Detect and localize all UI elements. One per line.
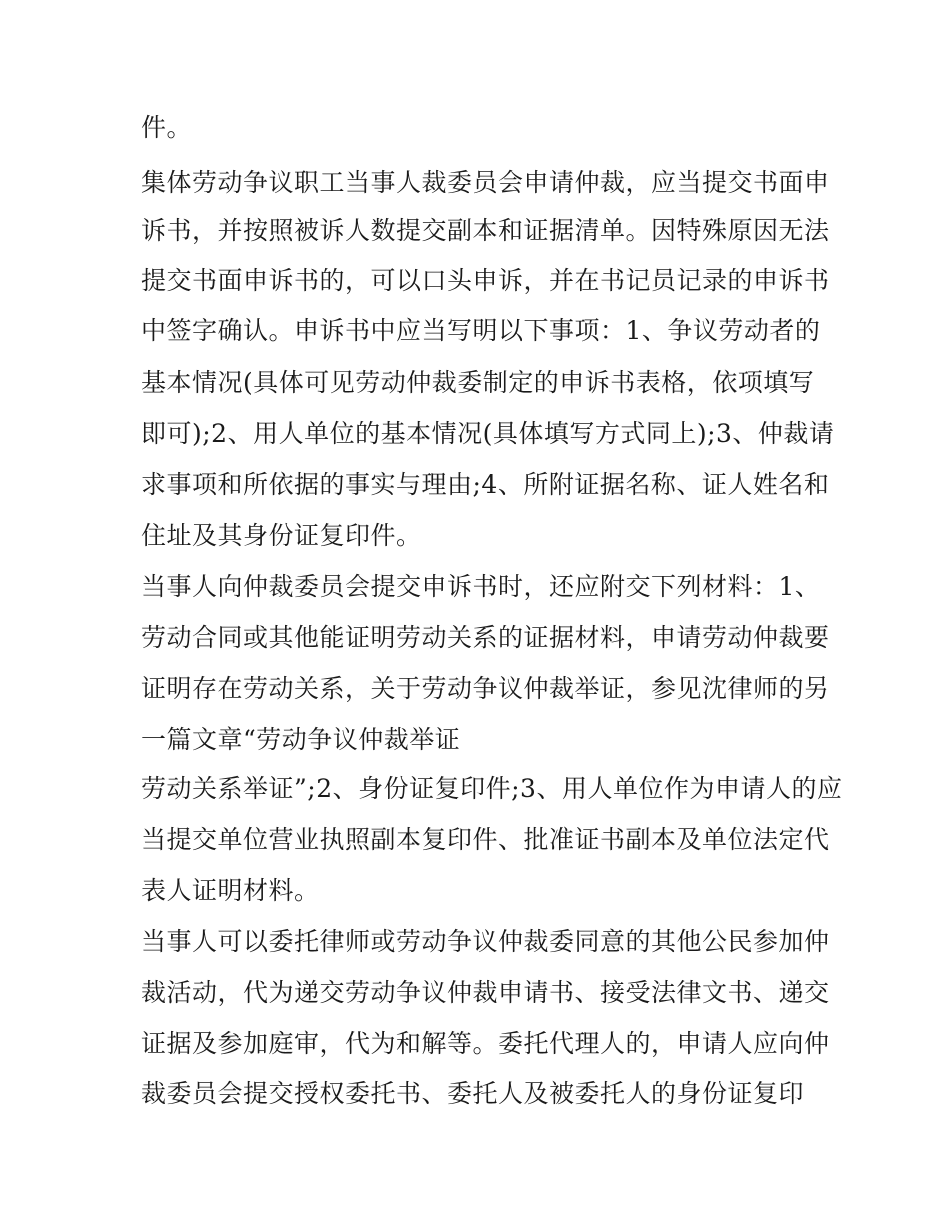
text-line: 当事人向仲裁委员会提交申诉书时，还应附交下列材料：1、 (141, 572, 821, 601)
text-line: 住址及其身份证复印件。 (141, 521, 422, 550)
text-line: 劳动关系举证”;2、身份证复印件;3、用人单位作为申请人的应 (141, 774, 843, 803)
text-line: 表人证明材料。 (141, 876, 320, 905)
text-line: 提交书面申诉书的，可以口头申诉，并在书记员记录的申诉书 (141, 266, 830, 295)
text-line: 一篇文章“劳动争议仲裁举证 (141, 725, 461, 754)
text-line: 当提交单位营业执照副本复印件、批准证书副本及单位法定代 (141, 825, 830, 854)
text-line: 当事人可以委托律师或劳动争议仲裁委同意的其他公民参加仲 (141, 927, 830, 956)
text-line: 证据及参加庭审，代为和解等。委托代理人的，申请人应向仲 (141, 1029, 830, 1058)
text-line: 即可);2、用人单位的基本情况(具体填写方式同上);3、仲裁请 (141, 419, 835, 448)
text-line: 基本情况(具体可见劳动仲裁委制定的申诉书表格，依项填写 (141, 368, 815, 397)
text-line: 裁委员会提交授权委托书、委托人及被委托人的身份证复印 (141, 1079, 805, 1108)
text-line: 求事项和所依据的事实与理由;4、所附证据名称、证人姓名和 (141, 470, 830, 499)
text-line: 件。 (141, 113, 193, 142)
text-line: 诉书，并按照被诉人数提交副本和证据清单。因特殊原因无法 (141, 216, 830, 245)
text-line: 劳动合同或其他能证明劳动关系的证据材料，申请劳动仲裁要 (141, 623, 830, 652)
text-line: 集体劳动争议职工当事人裁委员会申请仲裁，应当提交书面申 (141, 168, 830, 197)
text-line: 裁活动，代为递交劳动争议仲裁申请书、接受法律文书、递交 (141, 978, 830, 1007)
text-line: 中签字确认。申诉书中应当写明以下事项：1、争议劳动者的 (141, 316, 821, 345)
text-line: 证明存在劳动关系，关于劳动争议仲裁举证，参见沈律师的另 (141, 674, 830, 703)
